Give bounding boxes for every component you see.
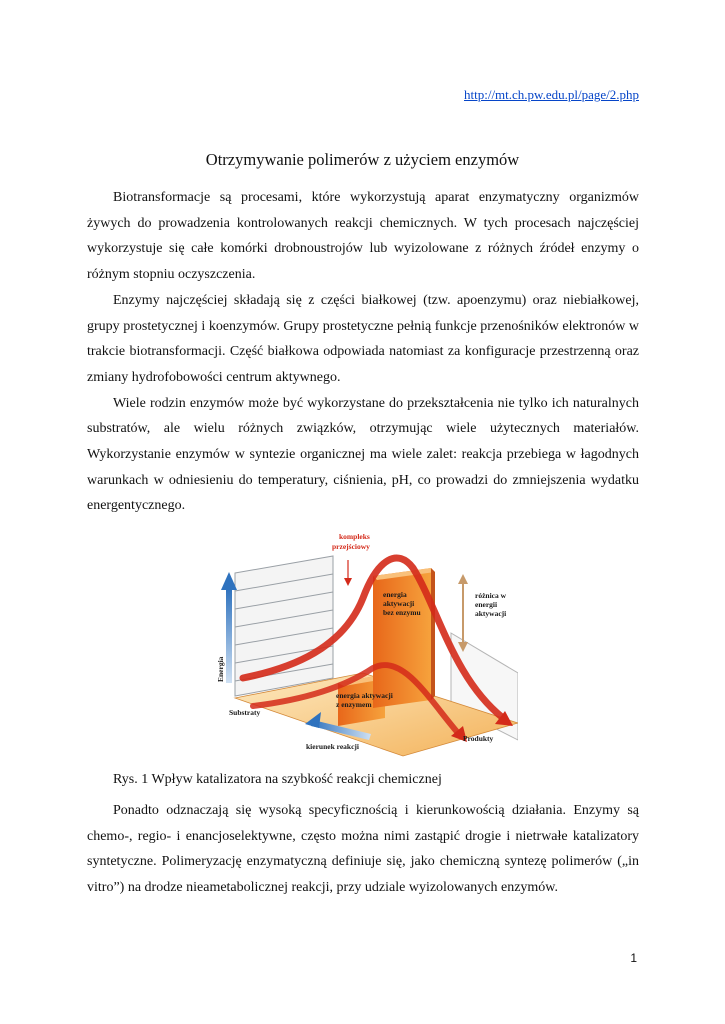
label-energy-axis: Energia — [216, 656, 225, 682]
source-link[interactable]: http://mt.ch.pw.edu.pl/page/2.php — [464, 87, 639, 102]
page-title: Otrzymywanie polimerów z użyciem enzymów — [205, 150, 520, 169]
label-no-enzyme-2: aktywacji — [383, 599, 415, 608]
energy-diagram — [213, 528, 518, 760]
label-products: Produkty — [463, 734, 494, 743]
label-difference-2: energii — [475, 600, 498, 609]
label-difference-3: aktywacji — [475, 609, 507, 618]
energy-diagram-figure — [213, 528, 518, 760]
label-complex-1: kompleks — [339, 532, 370, 541]
paragraph-4: Ponadto odznaczają się wysoką specyficznością i kierunkowością działania. Enzymy są chemo-, regio- i enancjoselektywne, często można nimi zastąpić drogie i nietrwałe katalizatory syntetyczne. Polimeryzację enzymatyczną definiuje się, jako chemiczną syntezę polimerów („in vitro”) na drodze nieametabolicznej reakcji, przy udziale wyizolowanych enzymów. — [87, 803, 639, 896]
label-substrates: Substraty — [229, 708, 261, 717]
paragraph-2: Enzymy najczęściej składają się z części białkowej (tzw. apoenzymu) oraz niebiałkowej, grupy prostetycznej i koenzymów. Grupy prostetyczne pełnią funkcje przenośników elektronów w trakcie biotransformacji. Część białkowa odpowiada natomiast za konfiguracje przestrzenną oraz zmiany hydrofobowości centrum aktywnego. — [87, 292, 639, 385]
body-text — [87, 185, 639, 519]
body-text-lower — [87, 798, 639, 901]
paragraph-1: Biotransformacje są procesami, które wykorzystują aparat enzymatyczny organizmów żywych do prowadzenia kontrolowanych reakcji chemicznych. W tych procesach najczęściej wykorzystuje się całe komórki drobnoustrojów lub wyizolowane z różnych źródeł enzymy o różnym stopniu oczyszczenia. — [87, 190, 639, 283]
label-with-enzyme-1: energia aktywacji — [336, 691, 393, 700]
label-no-enzyme-1: energia — [383, 590, 407, 599]
page-number: 1 — [630, 951, 637, 965]
label-complex-2: przejściowy — [332, 542, 370, 551]
paragraph-3: Wiele rodzin enzymów może być wykorzystane do przekształcenia nie tylko ich naturalnych substratów, ale wielu różnych związków, otrzymując wiele użytecznych materiałów. Wykorzystanie enzymów w syntezie organicznej ma wiele zalet: reakcja przebiega w łagodnych warunkach w odniesieniu do temperatury, ciśnienia, pH, co prowadzi do zmniejszenia wydatku energentycznego. — [87, 395, 639, 514]
figure-caption: Rys. 1 Wpływ katalizatora na szybkość reakcji chemicznej — [113, 772, 442, 787]
label-difference-1: różnica w — [475, 591, 507, 600]
label-no-enzyme-3: bez enzymu — [383, 608, 421, 617]
label-with-enzyme-2: z enzymem — [336, 700, 372, 709]
label-direction: kierunek reakcji — [306, 742, 359, 751]
